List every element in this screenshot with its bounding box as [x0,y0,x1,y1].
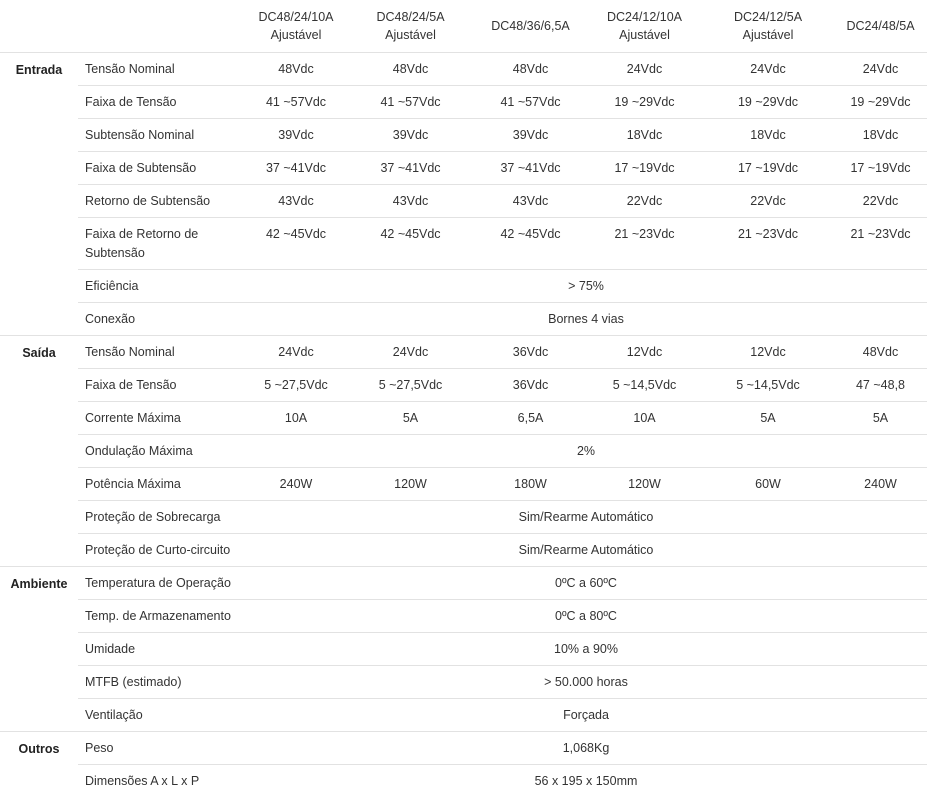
value-cell: 41 ~57Vdc [245,86,347,119]
column-model-sub: Ajustável [619,28,670,42]
column-header [245,0,347,53]
value-cell: 21 ~23Vdc [702,218,834,270]
value-cell: 19 ~29Vdc [702,86,834,119]
table-row [0,86,927,119]
table-row [0,633,927,666]
table-row [0,119,927,152]
row-label: Umidade [78,633,245,666]
value-cell: 17 ~19Vdc [587,152,702,185]
row-label: Potência Máxima [78,468,245,501]
row-label: Faixa de Tensão [78,86,245,119]
merged-value-cell: 0ºC a 80ºC [245,600,927,633]
row-label: MTFB (estimado) [78,666,245,699]
value-cell: 5 ~14,5Vdc [587,369,702,402]
table-row [0,402,927,435]
merged-value-cell: 10% a 90% [245,633,927,666]
value-cell: 39Vdc [347,119,474,152]
column-model-sub: Ajustável [270,28,322,42]
value-cell: 43Vdc [347,185,474,218]
value-cell: 19 ~29Vdc [834,86,927,119]
value-cell: 43Vdc [245,185,347,218]
table-row [0,369,927,402]
column-model-name: DC24/12/10A [606,10,683,24]
merged-value-cell: Sim/Rearme Automático [245,534,927,567]
row-label: Ondulação Máxima [78,435,245,468]
merged-value-cell: 1,068Kg [245,732,927,765]
column-model-sub: Ajustável [385,28,436,42]
row-label: Faixa de Tensão [78,369,245,402]
group-cell [0,567,78,732]
column-header [474,0,587,53]
table-row [0,303,927,336]
table-row [0,468,927,501]
value-cell: 5A [834,402,927,435]
merged-value-cell: > 75% [245,270,927,303]
row-label: Temp. de Armazenamento [78,600,245,633]
header-row [0,0,927,53]
value-cell: 48Vdc [347,53,474,86]
column-header [347,0,474,53]
value-cell: 5 ~27,5Vdc [245,369,347,402]
row-label: Subtensão Nominal [78,119,245,152]
value-cell: 37 ~41Vdc [474,152,587,185]
row-label: Eficiência [78,270,245,303]
column-model-name: DC48/24/5A [376,10,445,24]
row-label: Dimensões A x L x P [78,765,245,798]
value-cell: 180W [474,468,587,501]
value-cell: 24Vdc [347,336,474,369]
value-cell: 24Vdc [245,336,347,369]
value-cell: 22Vdc [587,185,702,218]
value-cell: 17 ~19Vdc [702,152,834,185]
table-row [0,152,927,185]
value-cell: 42 ~45Vdc [347,218,474,270]
value-cell: 19 ~29Vdc [587,86,702,119]
value-cell: 120W [587,468,702,501]
row-label: Corrente Máxima [78,402,245,435]
group-cell [0,732,78,798]
header-blank-label [78,0,245,53]
merged-value-cell: 0ºC a 60ºC [245,567,927,600]
row-label: Peso [78,732,245,765]
value-cell: 24Vdc [834,53,927,86]
value-cell: 60W [702,468,834,501]
group-cell [0,336,78,567]
value-cell: 240W [245,468,347,501]
value-cell: 36Vdc [474,336,587,369]
merged-value-cell: 56 x 195 x 150mm [245,765,927,798]
value-cell: 42 ~45Vdc [245,218,347,270]
row-label: Faixa de Retorno de Subtensão [78,218,245,270]
merged-value-cell: Bornes 4 vias [245,303,927,336]
table-row [0,699,927,732]
value-cell: 240W [834,468,927,501]
value-cell: 22Vdc [834,185,927,218]
value-cell: 37 ~41Vdc [245,152,347,185]
row-label: Faixa de Subtensão [78,152,245,185]
row-label: Conexão [78,303,245,336]
value-cell: 24Vdc [587,53,702,86]
value-cell: 18Vdc [834,119,927,152]
table-row [0,501,927,534]
table-row [0,765,927,798]
column-model-name: DC48/36/6,5A [491,19,570,33]
table-row [0,567,927,600]
value-cell: 22Vdc [702,185,834,218]
column-model-name: DC24/48/5A [846,19,915,33]
value-cell: 21 ~23Vdc [587,218,702,270]
value-cell: 47 ~48,8 [834,369,927,402]
table-row [0,270,927,303]
column-header [587,0,702,53]
value-cell: 48Vdc [834,336,927,369]
value-cell: 41 ~57Vdc [474,86,587,119]
row-label: Retorno de Subtensão [78,185,245,218]
value-cell: 21 ~23Vdc [834,218,927,270]
value-cell: 5A [347,402,474,435]
value-cell: 5 ~27,5Vdc [347,369,474,402]
table-row [0,534,927,567]
row-label: Tensão Nominal [78,53,245,86]
group-cell [0,53,78,336]
value-cell: 43Vdc [474,185,587,218]
column-model-sub: Ajustável [742,28,794,42]
value-cell: 10A [587,402,702,435]
row-label: Temperatura de Operação [78,567,245,600]
merged-value-cell: > 50.000 horas [245,666,927,699]
spec-body [0,53,927,798]
value-cell: 24Vdc [702,53,834,86]
column-header [702,0,834,53]
value-cell: 6,5A [474,402,587,435]
row-label: Ventilação [78,699,245,732]
column-model-name: DC24/12/5A [733,10,803,24]
merged-value-cell: Sim/Rearme Automático [245,501,927,534]
table-row [0,600,927,633]
value-cell: 17 ~19Vdc [834,152,927,185]
merged-value-cell: Forçada [245,699,927,732]
header-blank-group [0,0,78,53]
merged-value-cell: 2% [245,435,927,468]
table-row [0,732,927,765]
table-row [0,218,927,270]
group-label: Saída [22,346,56,360]
table-row [0,185,927,218]
column-model-name: DC48/24/10A [258,10,334,24]
value-cell: 36Vdc [474,369,587,402]
table-row [0,53,927,86]
value-cell: 18Vdc [587,119,702,152]
group-label: Outros [18,742,60,756]
value-cell: 41 ~57Vdc [347,86,474,119]
column-header [834,0,927,53]
value-cell: 5A [702,402,834,435]
value-cell: 48Vdc [474,53,587,86]
value-cell: 10A [245,402,347,435]
row-label: Proteção de Sobrecarga [78,501,245,534]
value-cell: 48Vdc [245,53,347,86]
value-cell: 12Vdc [702,336,834,369]
table-row [0,336,927,369]
value-cell: 120W [347,468,474,501]
group-label: Entrada [15,63,63,77]
row-label: Tensão Nominal [78,336,245,369]
value-cell: 5 ~14,5Vdc [702,369,834,402]
table-row [0,666,927,699]
value-cell: 39Vdc [245,119,347,152]
row-label: Proteção de Curto-circuito [78,534,245,567]
value-cell: 37 ~41Vdc [347,152,474,185]
group-label: Ambiente [10,577,68,591]
table-row [0,435,927,468]
value-cell: 39Vdc [474,119,587,152]
value-cell: 12Vdc [587,336,702,369]
value-cell: 18Vdc [702,119,834,152]
value-cell: 42 ~45Vdc [474,218,587,270]
